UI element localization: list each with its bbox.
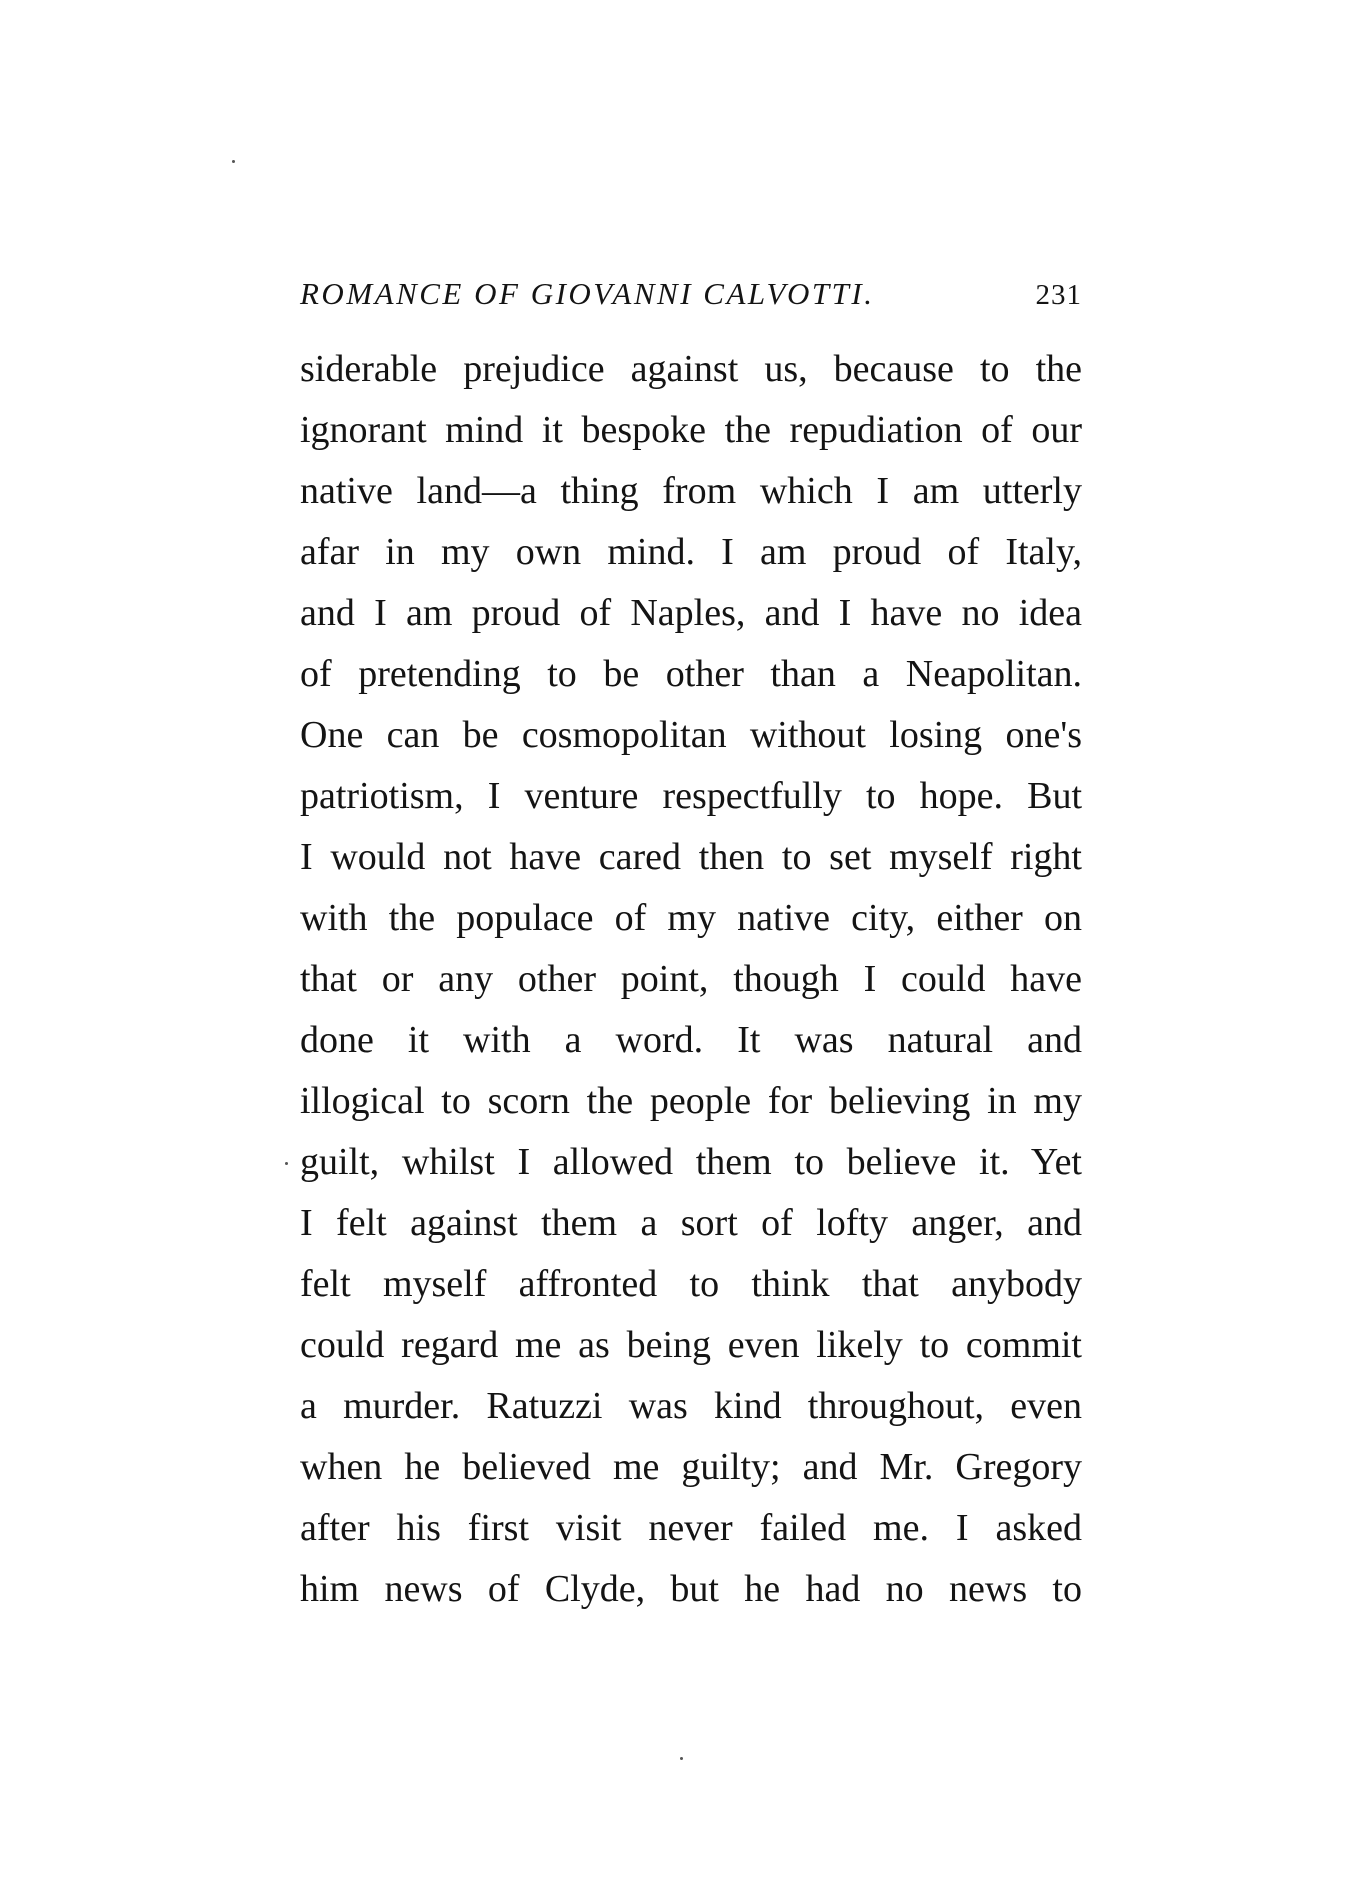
running-head bbox=[300, 276, 1082, 320]
text-line: and I am proud of Naples, and I have no idea bbox=[300, 592, 1082, 634]
text-line: of pretending to be other than a Neapolitan. bbox=[300, 653, 1082, 695]
text-line: afar in my own mind. I am proud of Italy, bbox=[300, 531, 1082, 573]
text-line: done it with a word. It was natural and bbox=[300, 1019, 1082, 1061]
scan-speck bbox=[232, 160, 235, 163]
text-line: siderable prejudice against us, because to the bbox=[300, 348, 1082, 390]
running-title: ROMANCE OF GIOVANNI CALVOTTI. bbox=[300, 276, 875, 311]
text-line: with the populace of my native city, either on bbox=[300, 897, 1082, 939]
text-line: patriotism, I venture respectfully to hope. But bbox=[300, 775, 1082, 817]
scan-speck bbox=[680, 1757, 683, 1760]
text-line: I felt against them a sort of lofty anger, and bbox=[300, 1202, 1082, 1244]
text-line: that or any other point, though I could have bbox=[300, 958, 1082, 1000]
text-line: when he believed me guilty; and Mr. Gregory bbox=[300, 1446, 1082, 1488]
text-line: a murder. Ratuzzi was kind throughout, even bbox=[300, 1385, 1082, 1427]
text-line: native land—a thing from which I am utterly bbox=[300, 470, 1082, 512]
page-number: 231 bbox=[1035, 279, 1082, 311]
text-line: after his first visit never failed me. I asked bbox=[300, 1507, 1082, 1549]
body-text bbox=[300, 339, 1082, 1620]
text-line: illogical to scorn the people for believing in my bbox=[300, 1080, 1082, 1122]
text-line: ignorant mind it bespoke the repudiation of our bbox=[300, 409, 1082, 451]
text-line: him news of Clyde, but he had no news to bbox=[300, 1568, 1082, 1610]
text-line: One can be cosmopolitan without losing one's bbox=[300, 714, 1082, 756]
text-line: guilt, whilst I allowed them to believe it. Yet bbox=[300, 1141, 1082, 1183]
text-line: I would not have cared then to set myself right bbox=[300, 836, 1082, 878]
text-line: could regard me as being even likely to commit bbox=[300, 1324, 1082, 1366]
scan-speck bbox=[285, 1162, 288, 1165]
text-line: felt myself affronted to think that anybody bbox=[300, 1263, 1082, 1305]
